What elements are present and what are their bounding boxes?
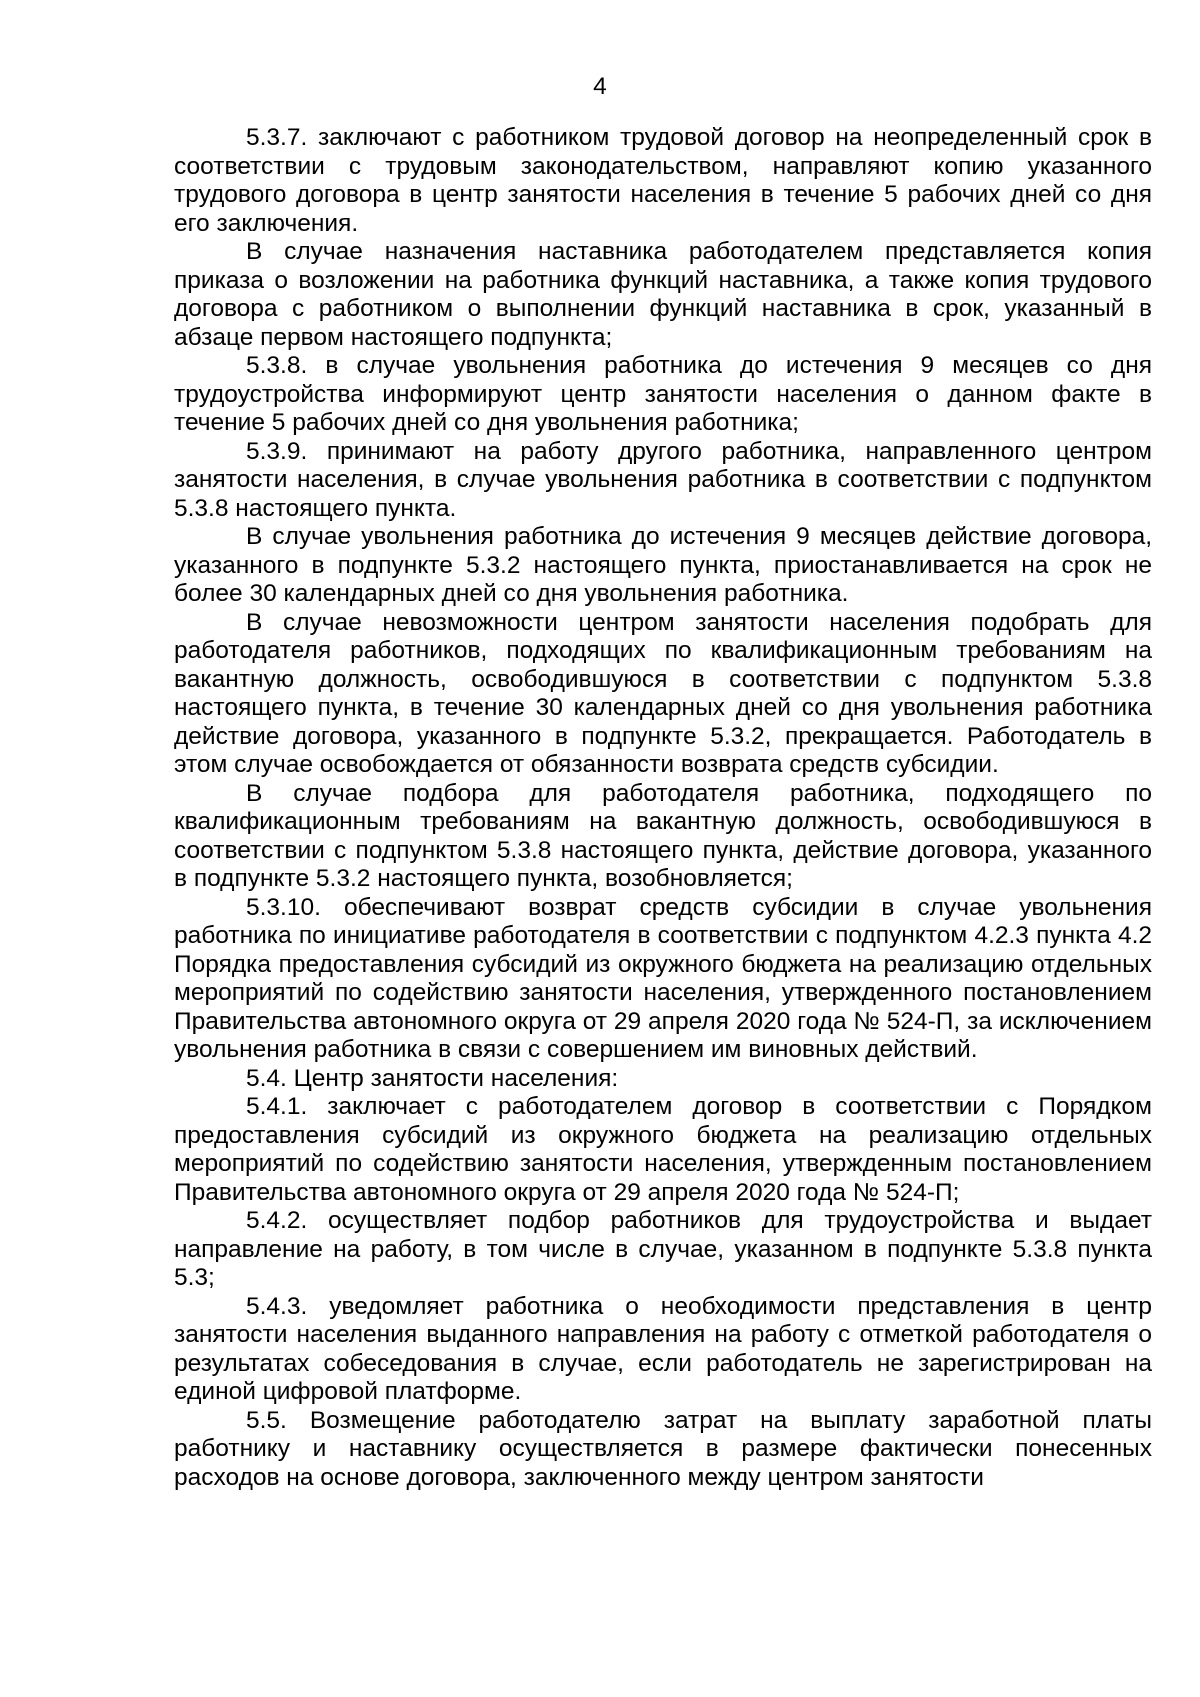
paragraph-contract-suspension: В случае увольнения работника до истечения 9 месяцев действие договора, указанного в подпункте 5.3.2 настоящего пункта, приостанавливается на срок не более 30 календарных дней со дня увольнения работника. (174, 523, 1152, 607)
paragraph-5-4-1: 5.4.1. заключает с работодателем договор в соответствии с Порядком предоставления субсидий из окружного бюджета на реализацию отдельных мероприятий по содействию занятости населения, утвержденным постановлением Правительства автономного округа от 29 апреля 2020 года № 524-П; (174, 1093, 1152, 1206)
paragraph-5-3-10: 5.3.10. обеспечивают возврат средств субсидии в случае увольнения работника по инициативе работодателя в соответствии с подпунктом 4.2.3 пункта 4.2 Порядка предоставления субсидий из окружного бюджета на реализацию отдельных мероприятий по содействию занятости населения, утвержденного постановлением Правительства автономного округа от 29 апреля 2020 года № 524-П, за исключением увольнения работника в связи с совершением им виновных действий. (174, 893, 1152, 1063)
paragraph-contract-termination: В случае невозможности центром занятости населения подобрать для работодателя работников, подходящих по квалификационным требованиям на вакантную должность, освободившуюся в соответствии с подпунктом 5.3.8 настоящего пункта, в течение 30 календарных дней со дня увольнения работника действие договора, указанного в подпункте 5.3.2, прекращается. Работодатель в этом случае освобождается от обязанности возврата средств субсидии. (174, 608, 1152, 778)
paragraph-contract-resumption: В случае подбора для работодателя работника, подходящего по квалификационным требованиям на вакантную должность, освободившуюся в соответствии с подпунктом 5.3.8 настоящего пункта, действие договора, указанного в подпункте 5.3.2 настоящего пункта, возобновляется; (174, 779, 1152, 892)
document-body (174, 124, 1152, 1492)
paragraph-mentor-appointment: В случае назначения наставника работодателем представляется копия приказа о возложении на работника функций наставника, а также копия трудового договора с работником о выполнении функций наставника в срок, указанный в абзаце первом настоящего подпункта; (174, 238, 1152, 351)
paragraph-5-3-9: 5.3.9. принимают на работу другого работника, направленного центром занятости населения, в случае увольнения работника в соответствии с подпунктом 5.3.8 настоящего пункта. (174, 437, 1152, 522)
paragraph-5-4-3: 5.4.3. уведомляет работника о необходимости представления в центр занятости населения выданного направления на работу с отметкой работодателя о результатах собеседования в случае, если работодатель не зарегистрирован на единой цифровой платформе. (174, 1292, 1152, 1405)
paragraph-5-5: 5.5. Возмещение работодателю затрат на выплату заработной платы работнику и наставнику осуществляется в размере фактически понесенных расходов на основе договора, заключенного между центром занятости (174, 1406, 1152, 1491)
paragraph-5-3-7: 5.3.7. заключают с работником трудовой договор на неопределенный срок в соответствии с трудовым законодательством, направляют копию указанного трудового договора в центр занятости населения в течение 5 рабочих дней со дня его заключения. (174, 124, 1152, 237)
paragraph-5-3-8: 5.3.8. в случае увольнения работника до истечения 9 месяцев со дня трудоустройства информируют центр занятости населения о данном факте в течение 5 рабочих дней со дня увольнения работника; (174, 352, 1152, 436)
paragraph-5-4: 5.4. Центр занятости населения: (246, 1064, 619, 1092)
page-number: 4 (593, 73, 607, 100)
paragraph-5-4-2: 5.4.2. осуществляет подбор работников для трудоустройства и выдает направление на работу, в том числе в случае, указанном в подпункте 5.3.8 пункта 5.3; (174, 1207, 1152, 1291)
